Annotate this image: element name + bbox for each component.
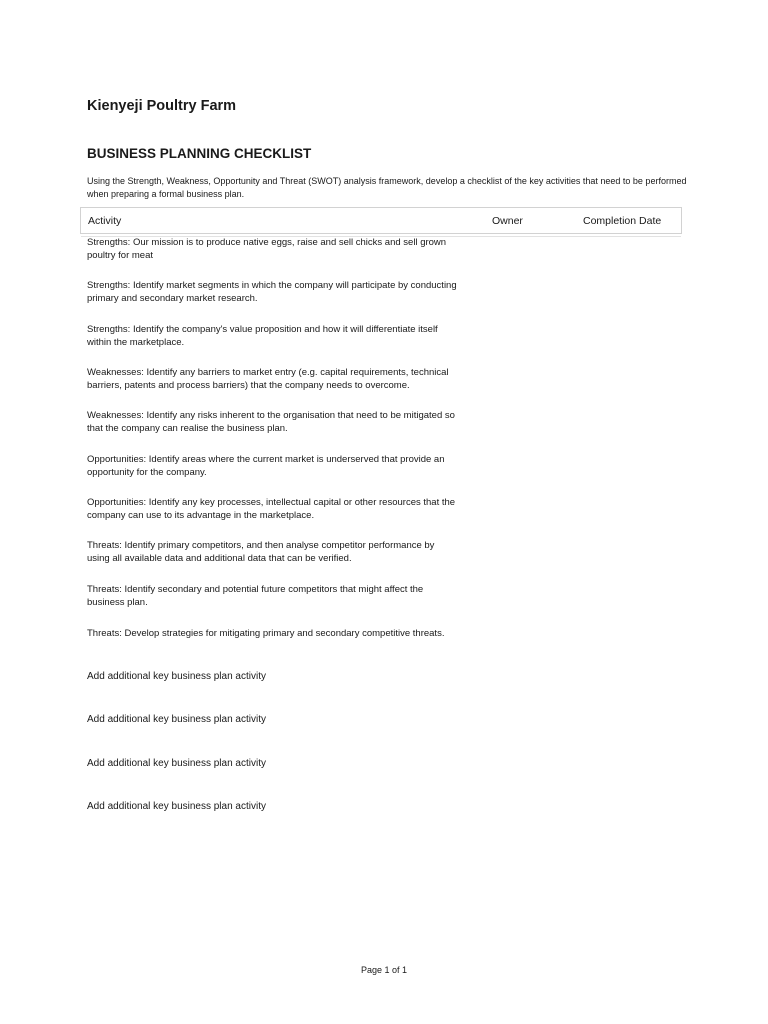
activity-row: Threats: Develop strategies for mitigating primary and secondary competitive threats. <box>87 628 445 639</box>
header-activity: Activity <box>88 215 122 227</box>
company-name: Kienyeji Poultry Farm <box>87 98 237 114</box>
checklist-title: BUSINESS PLANNING CHECKLIST <box>87 146 312 161</box>
activity-row: Opportunities: Identify areas where the current market is underserved that provide an opportunity for the company. <box>87 454 445 478</box>
header-owner: Owner <box>492 215 523 227</box>
activity-row: Strengths: Our mission is to produce native eggs, raise and sell chicks and sell grown poultry for meat <box>87 237 447 261</box>
activity-row: Strengths: Identify market segments in which the company will participate by conducting primary and secondary market research. <box>87 280 457 304</box>
activity-row: Add additional key business plan activity <box>87 758 266 769</box>
intro-paragraph: Using the Strength, Weakness, Opportunity and Threat (SWOT) analysis framework, develop a checklist of the key activities that need to be performed when preparing a formal business plan. <box>87 176 687 199</box>
activity-row: Add additional key business plan activity <box>87 801 266 812</box>
activity-row: Strengths: Identify the company's value proposition and how it will differentiate itself within the marketplace. <box>87 324 438 348</box>
table-header <box>80 207 682 234</box>
activity-row: Threats: Identify secondary and potential future competitors that might affect the business plan. <box>87 584 424 608</box>
activity-row: Add additional key business plan activity <box>87 714 266 725</box>
activity-row: Opportunities: Identify any key processes, intellectual capital or other resources that the company can use to its advantage in the marketplace. <box>87 497 456 521</box>
activity-row: Weaknesses: Identify any barriers to market entry (e.g. capital requirements, technical barriers, patents and process barriers) that the company needs to overcome. <box>87 367 449 391</box>
header-completion-date: Completion Date <box>583 215 662 227</box>
activity-row: Weaknesses: Identify any risks inherent to the organisation that need to be mitigated so that the company can realise the business plan. <box>87 410 455 434</box>
activity-row: Add additional key business plan activity <box>87 671 266 682</box>
activity-row: Threats: Identify primary competitors, and then analyse competitor performance by using all available data and additional data that can be verified. <box>87 540 435 564</box>
page-number: Page 1 of 1 <box>360 965 408 975</box>
